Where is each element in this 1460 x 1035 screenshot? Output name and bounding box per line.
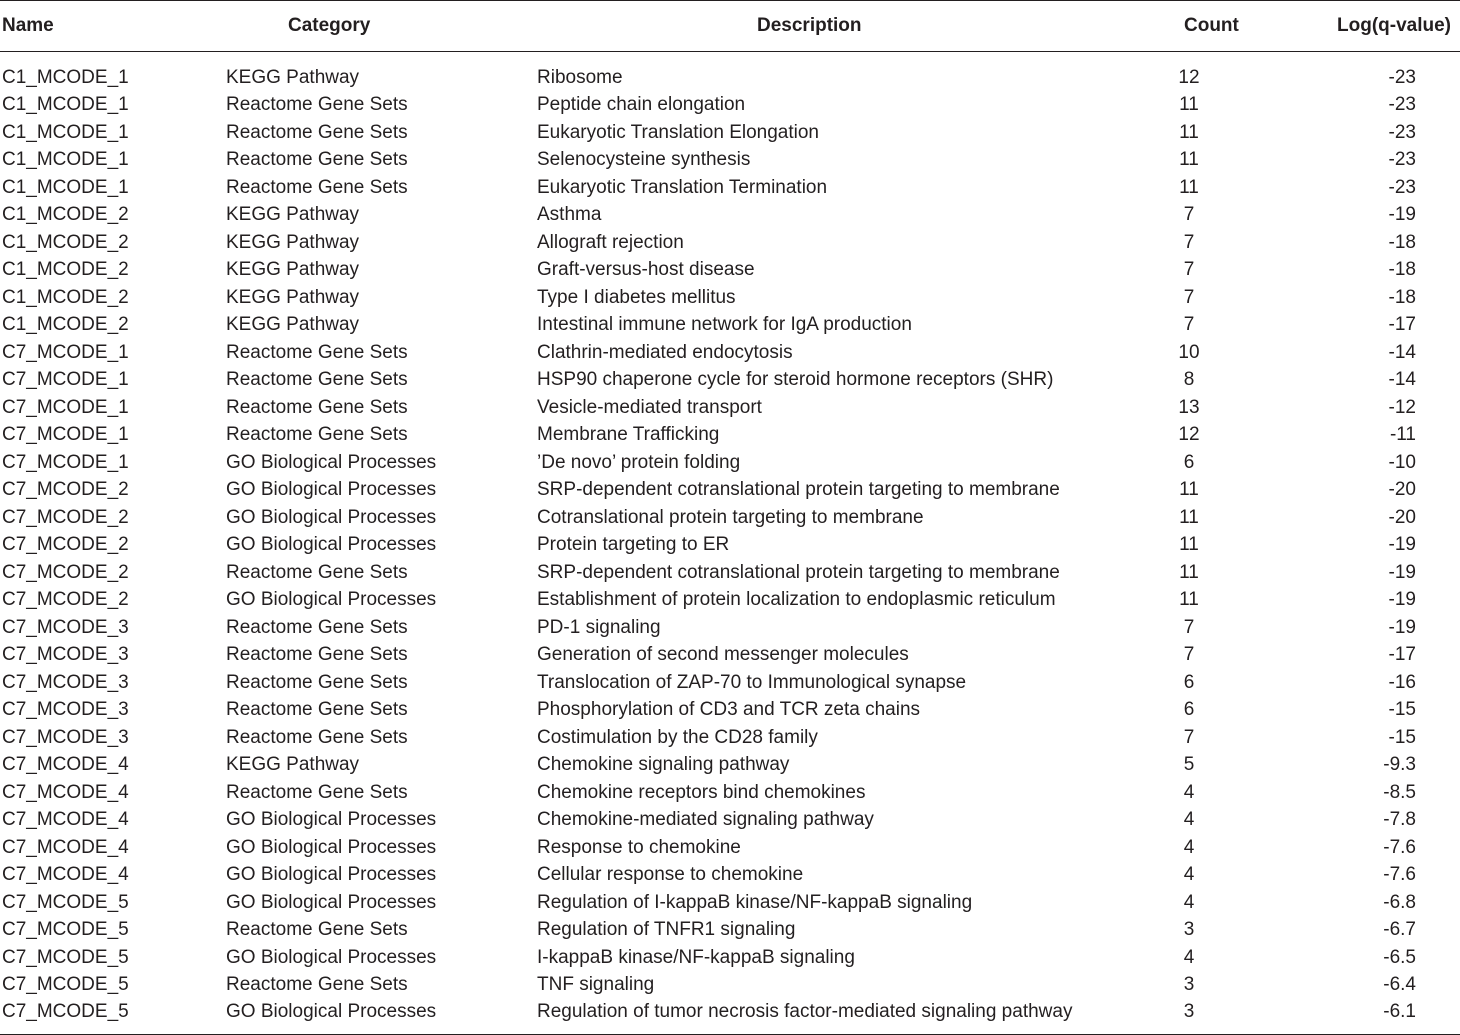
table-row [0,284,1460,312]
cell-count: 11 [1179,176,1199,198]
header-name: Name [0,1,222,52]
table-row [0,834,1460,862]
cell-log-q-value: -19 [1388,589,1416,611]
cell-name: C7_MCODE_4 [2,809,129,831]
table-row [0,559,1460,587]
cell-name: C7_MCODE_1 [2,396,129,418]
cell-description: Chemokine receptors bind chemokines [537,781,866,803]
cell-description: Vesicle-mediated transport [537,396,762,418]
cell-count: 6 [1183,699,1195,721]
cell-log-q-value: -18 [1388,231,1416,253]
cell-count: 3 [1183,919,1195,941]
cell-category: GO Biological Processes [222,999,534,1035]
cell-log-q-value: -23 [1388,94,1416,116]
cell-name: C7_MCODE_3 [2,699,129,721]
cell-log-q-value: -23 [1388,121,1416,143]
cell-description: SRP-dependent cotranslational protein targeting to membrane [537,479,1060,501]
cell-name: C7_MCODE_1 [2,369,129,391]
cell-description: Peptide chain elongation [537,94,746,116]
table-row [0,119,1460,147]
cell-log-q-value: -17 [1388,644,1416,666]
cell-count: 11 [1179,149,1199,171]
cell-category: GO Biological Processes [226,479,437,501]
cell-name: C7_MCODE_5 [2,891,129,913]
cell-count: 11 [1179,94,1199,116]
cell-description: Cotranslational protein targeting to membrane [537,506,924,528]
cell-description: Generation of second messenger molecules [537,644,909,666]
cell-name: C1_MCODE_2 [2,259,129,281]
table-row [0,394,1460,422]
cell-name: C7_MCODE_2 [2,561,129,583]
cell-category: KEGG Pathway [226,286,360,308]
cell-count: 11 [1179,506,1199,528]
cell-description: Regulation of tumor necrosis factor-mediated signaling pathway [534,999,1134,1035]
table-row [0,147,1460,175]
cell-log-q-value: -6.8 [1383,891,1416,913]
cell-log-q-value: -14 [1388,369,1416,391]
table-body [0,52,1460,1035]
table-row [0,752,1460,780]
cell-category: GO Biological Processes [226,891,437,913]
cell-name: C7_MCODE_5 [2,974,129,996]
cell-log-q-value: -15 [1388,699,1416,721]
cell-category: Reactome Gene Sets [226,94,408,116]
table-row [0,449,1460,477]
header-category: Category [222,1,534,52]
cell-count: 4 [1183,946,1195,968]
cell-name: C7_MCODE_4 [2,864,129,886]
table-row [0,367,1460,395]
table-row [0,587,1460,615]
cell-name: C1_MCODE_1 [2,176,129,198]
table-header [0,1,1460,52]
cell-name: C1_MCODE_1 [2,66,129,88]
cell-category: KEGG Pathway [226,66,360,88]
table-row [0,642,1460,670]
cell-count: 11 [1179,479,1199,501]
cell-category: Reactome Gene Sets [226,341,408,363]
cell-count: 6 [1183,451,1195,473]
table-row [0,669,1460,697]
cell-description: Selenocysteine synthesis [537,149,751,171]
cell-description: Establishment of protein localization to endoplasmic reticulum [537,589,1056,611]
cell-name: C1_MCODE_2 [2,314,129,336]
table-row [0,202,1460,230]
cell-name: C1_MCODE_2 [2,204,129,226]
cell-description: Eukaryotic Translation Termination [537,176,828,198]
cell-category: GO Biological Processes [226,864,437,886]
cell-log-q-value: -7.6 [1383,864,1416,886]
cell-name: C7_MCODE_2 [2,479,129,501]
cell-description: Chemokine signaling pathway [537,754,790,776]
table-row [0,504,1460,532]
cell-description: Allograft rejection [537,231,684,253]
cell-description: HSP90 chaperone cycle for steroid hormone receptors (SHR) [537,369,1054,391]
cell-description: Translocation of ZAP-70 to Immunological synapse [537,671,967,693]
cell-log-q-value: -19 [1388,204,1416,226]
cell-count: 4 [1183,836,1195,858]
cell-category: KEGG Pathway [226,231,360,253]
cell-log-q-value: -17 [1388,314,1416,336]
cell-name: C7_MCODE_1 [2,341,129,363]
table-row [0,229,1460,257]
cell-name: C1_MCODE_2 [2,231,129,253]
table-row [0,477,1460,505]
cell-log-q-value: -23 [1388,176,1416,198]
cell-category: Reactome Gene Sets [226,974,408,996]
cell-name: C7_MCODE_2 [2,589,129,611]
cell-category: Reactome Gene Sets [226,699,408,721]
table-row [0,779,1460,807]
cell-name: C1_MCODE_1 [2,149,129,171]
cell-log-q-value: -14 [1388,341,1416,363]
cell-count: 3 [1134,999,1294,1035]
table-row [0,174,1460,202]
cell-description: Regulation of TNFR1 signaling [537,919,796,941]
cell-count: 12 [1178,66,1200,88]
cell-name: C7_MCODE_1 [2,424,129,446]
table-row [0,697,1460,725]
cell-category: GO Biological Processes [226,589,437,611]
table-row [0,614,1460,642]
cell-description: Type I diabetes mellitus [537,286,736,308]
table-row [0,972,1460,1000]
cell-category: KEGG Pathway [226,754,360,776]
cell-name: C7_MCODE_4 [2,836,129,858]
table-row [0,944,1460,972]
header-description: Description [534,1,1134,52]
cell-category: Reactome Gene Sets [226,396,408,418]
cell-log-q-value: -6.1 [1294,999,1460,1035]
cell-count: 7 [1183,286,1195,308]
cell-count: 7 [1183,204,1195,226]
cell-count: 7 [1183,616,1195,638]
cell-name: C1_MCODE_2 [2,286,129,308]
table-row [0,257,1460,285]
cell-description: Membrane Trafficking [537,424,720,446]
cell-name: C7_MCODE_2 [2,506,129,528]
table-spacer [0,52,1460,65]
table-row [0,92,1460,120]
cell-description: PD-1 signaling [537,616,661,638]
cell-category: Reactome Gene Sets [226,424,408,446]
table-row [0,422,1460,450]
cell-log-q-value: -23 [1388,66,1416,88]
cell-description: Phosphorylation of CD3 and TCR zeta chains [537,699,921,721]
table-row [0,312,1460,340]
cell-description: ’De novo’ protein folding [537,451,741,473]
cell-count: 7 [1183,259,1195,281]
cell-log-q-value: -19 [1388,616,1416,638]
cell-log-q-value: -6.5 [1383,946,1416,968]
cell-count: 7 [1183,644,1195,666]
cell-category: Reactome Gene Sets [226,726,408,748]
table-row [0,532,1460,560]
cell-log-q-value: -18 [1388,259,1416,281]
table-row [0,339,1460,367]
cell-log-q-value: -16 [1388,671,1416,693]
cell-category: Reactome Gene Sets [226,644,408,666]
cell-name: C7_MCODE_3 [2,644,129,666]
cell-name: C7_MCODE_3 [2,726,129,748]
cell-log-q-value: -23 [1388,149,1416,171]
cell-description: Eukaryotic Translation Elongation [537,121,819,143]
cell-log-q-value: -19 [1388,534,1416,556]
cell-category: GO Biological Processes [226,534,437,556]
table-row [0,889,1460,917]
cell-description: Intestinal immune network for IgA production [537,314,912,336]
cell-category: GO Biological Processes [226,809,437,831]
cell-count: 13 [1178,396,1200,418]
cell-name: C1_MCODE_1 [2,121,129,143]
cell-name: C7_MCODE_4 [2,781,129,803]
cell-category: GO Biological Processes [226,946,437,968]
cell-log-q-value: -19 [1388,561,1416,583]
cell-name: C7_MCODE_1 [2,451,129,473]
cell-name: C7_MCODE_4 [2,754,129,776]
cell-category: KEGG Pathway [226,259,360,281]
cell-count: 6 [1183,671,1195,693]
cell-category: KEGG Pathway [226,204,360,226]
cell-log-q-value: -8.5 [1383,781,1416,803]
cell-description: Response to chemokine [537,836,741,858]
cell-count: 4 [1183,864,1195,886]
cell-description: I-kappaB kinase/NF-kappaB signaling [537,946,855,968]
table-row [0,862,1460,890]
cell-count: 11 [1179,561,1199,583]
cell-count: 11 [1179,121,1199,143]
cell-log-q-value: -6.7 [1383,919,1416,941]
cell-category: Reactome Gene Sets [226,176,408,198]
cell-count: 4 [1183,781,1195,803]
cell-count: 10 [1178,341,1200,363]
table-row [0,64,1460,92]
cell-name: C7_MCODE_3 [2,616,129,638]
cell-count: 11 [1179,534,1199,556]
cell-log-q-value: -9.3 [1383,754,1416,776]
cell-description: TNF signaling [537,974,655,996]
cell-category: Reactome Gene Sets [226,919,408,941]
cell-category: Reactome Gene Sets [226,616,408,638]
cell-category: Reactome Gene Sets [226,369,408,391]
cell-count: 7 [1183,726,1195,748]
cell-count: 12 [1178,424,1200,446]
cell-description: Costimulation by the CD28 family [537,726,818,748]
table-row [0,724,1460,752]
cell-category: GO Biological Processes [226,836,437,858]
cell-log-q-value: -11 [1389,424,1416,446]
cell-description: Regulation of I-kappaB kinase/NF-kappaB signaling [537,891,973,913]
cell-category: KEGG Pathway [226,314,360,336]
cell-category: Reactome Gene Sets [226,671,408,693]
cell-category: Reactome Gene Sets [226,561,408,583]
cell-category: Reactome Gene Sets [226,149,408,171]
cell-name: C7_MCODE_3 [2,671,129,693]
cell-description: Protein targeting to ER [537,534,730,556]
cell-count: 7 [1183,231,1195,253]
cell-log-q-value: -7.8 [1383,809,1416,831]
table-row [0,807,1460,835]
cell-count: 5 [1183,754,1195,776]
cell-name: C7_MCODE_2 [2,534,129,556]
cell-count: 11 [1179,589,1199,611]
cell-name: C7_MCODE_5 [0,999,222,1035]
cell-description: Chemokine-mediated signaling pathway [537,809,874,831]
cell-description: Asthma [537,204,602,226]
cell-count: 3 [1183,974,1195,996]
header-row [0,1,1460,52]
cell-name: C7_MCODE_5 [2,946,129,968]
cell-description: Cellular response to chemokine [537,864,804,886]
cell-description: SRP-dependent cotranslational protein targeting to membrane [537,561,1060,583]
header-count: Count [1134,1,1294,52]
cell-log-q-value: -20 [1388,479,1416,501]
cell-category: GO Biological Processes [226,451,437,473]
cell-log-q-value: -15 [1388,726,1416,748]
cell-description: Clathrin-mediated endocytosis [537,341,793,363]
cell-name: C1_MCODE_1 [2,94,129,116]
cell-log-q-value: -20 [1388,506,1416,528]
cell-log-q-value: -6.4 [1383,974,1416,996]
cell-count: 8 [1183,369,1195,391]
cell-log-q-value: -10 [1388,451,1416,473]
cell-category: GO Biological Processes [226,506,437,528]
cell-category: Reactome Gene Sets [226,121,408,143]
cell-description: Graft-versus-host disease [537,259,755,281]
cell-log-q-value: -12 [1388,396,1416,418]
cell-name: C7_MCODE_5 [2,919,129,941]
cell-count: 4 [1183,891,1195,913]
table-row [0,917,1460,945]
cell-category: Reactome Gene Sets [226,781,408,803]
table-row [0,999,1460,1035]
cell-count: 4 [1183,809,1195,831]
header-log-q-value: Log(q-value) [1294,1,1460,52]
cell-log-q-value: -7.6 [1383,836,1416,858]
cell-description: Ribosome [537,66,623,88]
cell-count: 7 [1183,314,1195,336]
cell-log-q-value: -18 [1388,286,1416,308]
